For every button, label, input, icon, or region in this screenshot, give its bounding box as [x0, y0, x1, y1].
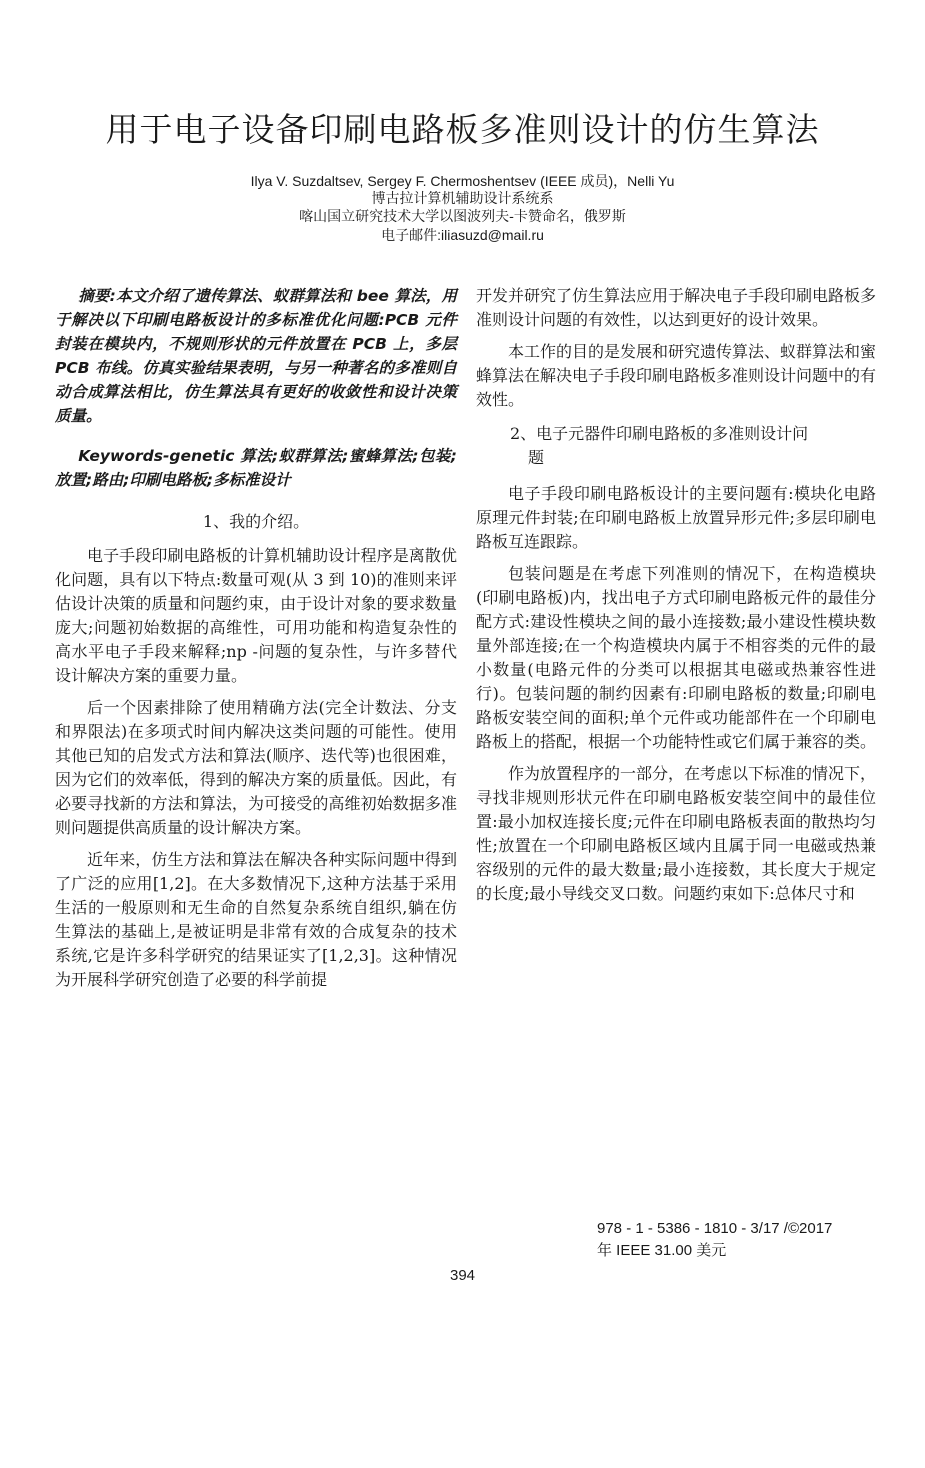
abstract: 摘要:本文介绍了遗传算法、蚁群算法和 bee 算法，用于解决以下印刷电路板设计的多标准优化问题:PCB 元件封装在模块内，不规则形状的元件放置在 PCB 上，多层 PCB 布线。仿真实验结果表明，与另一种著名的多准则自动合成算法相比，仿生算法具有更好的收敛性和设计决策质量。	[55, 287, 457, 425]
author-email: 电子邮件:iliasuzd@mail.ru	[381, 227, 544, 243]
goal-paragraph: 本工作的目的是发展和研究遗传算法、蚁群算法和蜜蜂算法在解决电子手段印刷电路板多准则设计问题中的有效性。	[476, 342, 877, 409]
problems-paragraph: 电子手段印刷电路板设计的主要问题有:模块化电路原理元件封装;在印刷电路板上放置异形元件;多层印刷电路板互连跟踪。	[476, 484, 876, 551]
section-2-heading	[510, 422, 876, 470]
isbn-notice	[597, 1218, 897, 1262]
author-block	[0, 172, 925, 244]
packaging-paragraph: 包装问题是在考虑下列准则的情况下，在构造模块(印刷电路板)内，找出电子方式印刷电路板元件的最佳分配方式:建设性模块之间的最小连接数;最小建设性模块数量外部连接;在一个构造模块内属于不相容类的元件的最小数量(电路元件的分类可以根据其电磁或热兼容性进行)。包装问题的制约因素有:印刷电路板的数量;印刷电路板安装空间的面积;单个元件或功能部件在一个印刷电路板上的搭配，根据一个功能特性或它们属于兼容的类。	[476, 564, 877, 751]
paper-title: 用于电子设备印刷电路板多准则设计的仿生算法	[105, 110, 820, 150]
section-2-heading-line-1: 2、电子元器件印刷电路板的多准则设计问	[510, 424, 809, 443]
isbn-line-1: 978 - 1 - 5386 - 1810 - 3/17 /©2017	[597, 1220, 833, 1237]
author-department: 博古拉计算机辅助设计系统系	[371, 191, 554, 207]
section-1-heading: 1、我的介绍。	[202, 512, 310, 531]
left-column	[55, 284, 457, 1000]
intro-paragraph-3: 近年来，仿生方法和算法在解决各种实际问题中得到了广泛的应用[1,2]。在大多数情况下,这种方法基于采用生活的一般原则和无生命的自然复杂系统自组织,躺在仿生算法的基础上,是被证明是非常有效的合成复杂的技术系统,它是许多科学研究的结果证实了[1,2,3]。这种情况为开展科学研究创造了必要的科学前提	[55, 850, 457, 989]
isbn-line-2: 年 IEEE 31.00 美元	[597, 1242, 727, 1259]
page-number: 394	[449, 1267, 476, 1284]
section-2-heading-line-2: 题	[528, 448, 545, 467]
intro-paragraph-2: 后一个因素排除了使用精确方法(完全计数法、分支和界限法)在多项式时间内解决这类问题的可能性。使用其他已知的启发式方法和算法(顺序、迭代等)也很困难，因为它们的效率低，得到的解决方案的质量低。因此，有必要寻找新的方法和算法，为可接受的高维初始数据多准则问题提供高质量的设计解决方案。	[55, 698, 457, 837]
right-column	[476, 284, 876, 914]
intro-paragraph-continued: 开发并研究了仿生算法应用于解决电子手段印刷电路板多准则设计问题的有效性，以达到更好的设计效果。	[476, 286, 877, 329]
placement-paragraph: 作为放置程序的一部分，在考虑以下标准的情况下，寻找非规则形状元件在印刷电路板安装空间中的最佳位置:最小加权连接长度;元件在印刷电路板表面的散热均匀性;放置在一个印刷电路板区域内且属于同一电磁或热兼容级别的元件的最大数量;最小连接数，其长度大于规定的长度;最小导线交叉口数。问题约束如下:总体尺寸和	[476, 764, 877, 903]
author-university: 喀山国立研究技术大学以图波列夫-卡赞命名，俄罗斯	[299, 209, 626, 225]
keywords: Keywords-genetic 算法;蚁群算法;蜜蜂算法;包装;放置;路由;印刷电路板;多标准设计	[55, 447, 457, 489]
author-names: Ilya V. Suzdaltsev, Sergey F. Chermoshentsev (IEEE 成员)，Nelli Yu	[250, 173, 675, 189]
intro-paragraph-1: 电子手段印刷电路板的计算机辅助设计程序是离散优化问题，具有以下特点:数量可观(从 3 到 10)的准则来评估设计决策的质量和问题约束，由于设计对象的要求数量庞大;问题初始数据的高维性，可用功能和构造复杂性的高水平电子手段来解释;np -问题的复杂性，与许多替代设计解决方案的重要力量。	[55, 546, 457, 685]
